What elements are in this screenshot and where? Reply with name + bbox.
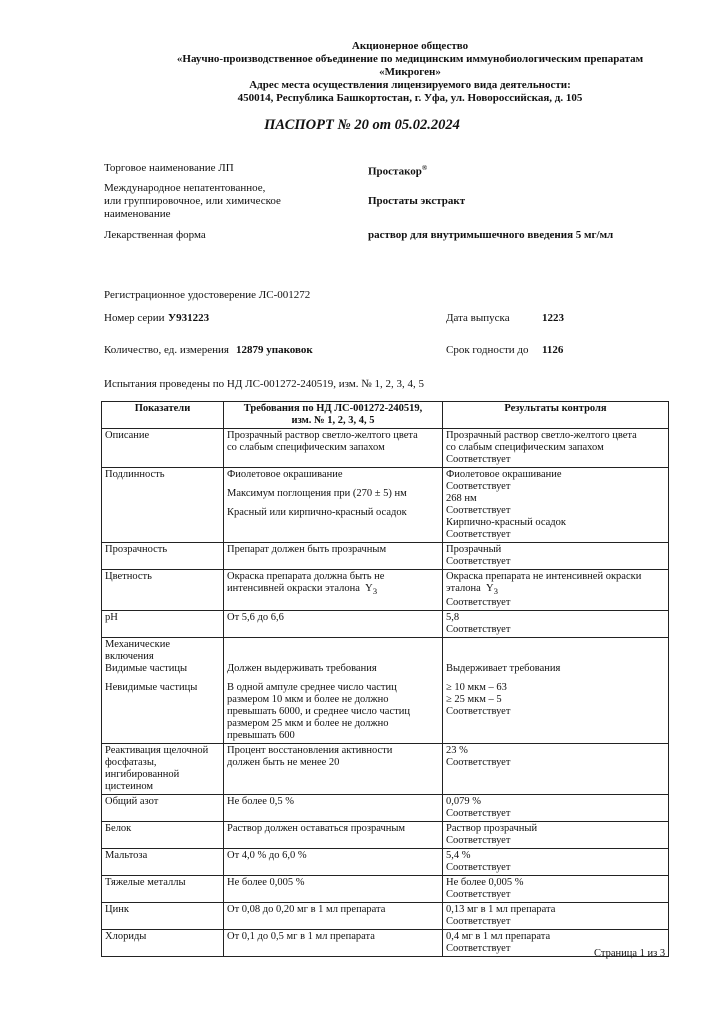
table-row xyxy=(102,930,669,957)
text-line: Прозрачный xyxy=(446,544,502,555)
text-line: Прозрачный раствор светло-желтого цвета xyxy=(227,430,418,441)
row-name: Прозрачность xyxy=(102,543,224,570)
inn-label-line: Международное непатентованное, xyxy=(104,182,266,194)
row-result xyxy=(443,611,669,638)
text-line: Процент восстановления активности xyxy=(227,745,393,757)
org-name: «Научно-производственное объединение по медицинским иммунобиологическим препаратам xyxy=(176,53,644,65)
trade-name-label: Торговое наименование ЛП xyxy=(104,162,234,174)
row-name: Описание xyxy=(102,429,224,468)
text-line: Соответствует xyxy=(446,889,511,901)
text-line: Окраска препарата не интенсивней окраски xyxy=(446,571,642,582)
table-row xyxy=(102,429,669,468)
row-result xyxy=(443,744,669,795)
text-line: 0,079 % xyxy=(446,796,481,808)
text-line: 0,13 мг в 1 мл препарата xyxy=(446,904,556,916)
text-line: Прозрачный раствор светло-желтого цвета xyxy=(446,430,637,441)
trade-name-text: Простакор xyxy=(368,165,422,178)
text-line: Соответствует xyxy=(446,916,511,928)
row-requirement: Раствор должен оставаться прозрачным xyxy=(224,822,443,849)
registration-certificate: Регистрационное удостоверение ЛС-001272 xyxy=(104,289,311,301)
text-line: Раствор прозрачный xyxy=(446,823,538,835)
table-header-row xyxy=(102,402,669,429)
text-line xyxy=(227,583,439,597)
text-line: Не более 0,005 % xyxy=(446,877,524,889)
text-line: Фиолетовое окрашивание xyxy=(227,469,343,480)
text-line: Соответствует xyxy=(446,505,511,516)
table-row xyxy=(102,744,669,795)
table-row xyxy=(102,570,669,611)
row-requirement xyxy=(224,468,443,543)
row-requirement xyxy=(224,638,443,744)
tests-note: Испытания проведены по НД ЛС-001272-240519, изм. № 1, 2, 3, 4, 5 xyxy=(104,378,425,390)
row-requirement: Не более 0,5 % xyxy=(224,795,443,822)
row-result xyxy=(443,570,669,611)
text-line: Соответствует xyxy=(446,481,511,492)
row-result xyxy=(443,429,669,468)
row-result xyxy=(443,876,669,903)
row-name: Хлориды xyxy=(102,930,224,957)
address-value: 450014, Республика Башкортостан, г. Уфа, ул. Новороссийская, д. 105 xyxy=(237,92,583,104)
text-line: Механические xyxy=(105,639,170,651)
row-result xyxy=(443,849,669,876)
table-row xyxy=(102,543,669,570)
text-line: фосфатазы, xyxy=(105,757,157,769)
text-part: эталона Y xyxy=(446,583,494,594)
text-line: Должен выдерживать требования xyxy=(227,663,377,675)
expiry-label: Срок годности до xyxy=(446,344,529,356)
table-row xyxy=(102,822,669,849)
text-line: Соответствует xyxy=(446,529,511,540)
text-line: Соответствует xyxy=(446,943,511,955)
table-row xyxy=(102,849,669,876)
row-requirement: Не более 0,005 % xyxy=(224,876,443,903)
row-name: pH xyxy=(102,611,224,638)
row-name: Тяжелые металлы xyxy=(102,876,224,903)
table-row xyxy=(102,903,669,930)
text-line: Реактивация щелочной xyxy=(105,745,209,757)
text-line: ≥ 10 мкм – 63 xyxy=(446,682,507,694)
text-line: ≥ 25 мкм – 5 xyxy=(446,694,502,706)
quantity-value: 12879 упаковок xyxy=(236,344,313,356)
row-requirement xyxy=(224,570,443,611)
address-label: Адрес места осуществления лицензируемого вида деятельности: xyxy=(249,79,571,91)
org-type: Акционерное общество xyxy=(351,40,469,52)
row-requirement: От 0,08 до 0,20 мг в 1 мл препарата xyxy=(224,903,443,930)
text-line: 5,8 xyxy=(446,612,460,624)
table-row xyxy=(102,876,669,903)
text-line: со слабым специфическим запахом xyxy=(446,442,604,453)
text-line: превышать 6000, и среднее число частиц xyxy=(227,706,410,718)
text-line: Соответствует xyxy=(446,624,511,636)
subscript: 3 xyxy=(493,586,498,597)
row-result xyxy=(443,903,669,930)
table-row xyxy=(102,611,669,638)
row-result xyxy=(443,822,669,849)
text-part: интенсивней окраски эталона Y xyxy=(227,583,373,594)
text-line: Соответствует xyxy=(446,808,511,820)
series-value: У931223 xyxy=(168,312,210,324)
table-row xyxy=(102,468,669,543)
header-indicators: Показатели xyxy=(102,402,224,429)
series-label: Номер серии xyxy=(104,312,165,324)
header-requirements-line: изм. № 1, 2, 3, 4, 5 xyxy=(291,415,375,426)
registered-mark: ® xyxy=(421,164,428,172)
inn-value: Простаты экстракт xyxy=(368,195,466,207)
header-results: Результаты контроля xyxy=(443,402,669,429)
row-name: Подлинность xyxy=(102,468,224,543)
text-line: 5,4 % xyxy=(446,850,471,862)
text-line: Видимые частицы xyxy=(105,663,188,675)
page-number: Страница 1 из 3 xyxy=(594,948,666,959)
passport-title: ПАСПОРТ № 20 от 05.02.2024 xyxy=(264,117,460,133)
text-line: Соответствует xyxy=(446,862,511,874)
inn-label-line: наименование xyxy=(104,208,171,220)
text-line: Соответствует xyxy=(446,454,511,465)
row-name xyxy=(102,744,224,795)
text-line: 0,4 мг в 1 мл препарата xyxy=(446,931,551,943)
row-name: Цинк xyxy=(102,903,224,930)
text-line: Соответствует xyxy=(446,835,511,847)
text-line: размером 10 мкм и более не должно xyxy=(227,694,389,706)
row-result xyxy=(443,795,669,822)
text-line: В одной ампуле среднее число частиц xyxy=(227,682,397,694)
text-line: Соответствует xyxy=(446,597,511,609)
text-line xyxy=(446,583,665,597)
text-line: со слабым специфическим запахом xyxy=(227,442,385,453)
row-requirement: От 0,1 до 0,5 мг в 1 мл препарата xyxy=(224,930,443,957)
form-label: Лекарственная форма xyxy=(104,229,206,241)
text-line: Окраска препарата должна быть не xyxy=(227,571,385,582)
row-requirement: От 5,6 до 6,6 xyxy=(224,611,443,638)
row-result xyxy=(443,468,669,543)
row-requirement xyxy=(224,429,443,468)
header-requirements-line: Требования по НД ЛС-001272-240519, xyxy=(243,403,423,414)
row-name xyxy=(102,638,224,744)
header-requirements xyxy=(224,402,443,429)
row-result xyxy=(443,638,669,744)
text-line: размером 25 мкм и более не должно xyxy=(227,718,389,730)
subscript: 3 xyxy=(372,586,378,597)
text-line: Красный или кирпично-красный осадок xyxy=(227,507,407,518)
org-short-name: «Микроген» xyxy=(379,66,441,78)
release-date-label: Дата выпуска xyxy=(446,312,510,324)
form-value: раствор для внутримышечного введения 5 мг/мл xyxy=(368,229,614,241)
quantity-label: Количество, ед. измерения xyxy=(104,344,229,356)
text-line: Кирпично-красный осадок xyxy=(446,517,567,528)
text-line: Выдерживает требования xyxy=(446,663,561,675)
organization-header xyxy=(100,40,720,105)
text-line: 23 % xyxy=(446,745,468,757)
text-line: Максимум поглощения при (270 ± 5) нм xyxy=(227,488,407,499)
row-requirement xyxy=(224,744,443,795)
trade-name-value xyxy=(368,162,427,179)
inn-label-line: или группировочное, или химическое xyxy=(104,195,281,207)
table-row xyxy=(102,638,669,744)
row-name: Мальтоза xyxy=(102,849,224,876)
text-line: должен быть не менее 20 xyxy=(227,757,340,769)
inn-label xyxy=(104,182,281,221)
row-result xyxy=(443,543,669,570)
control-results-table xyxy=(101,401,669,957)
text-line: превышать 600 xyxy=(227,730,295,742)
text-line: Фиолетовое окрашивание xyxy=(446,469,562,480)
row-name: Общий азот xyxy=(102,795,224,822)
text-line: Соответствует xyxy=(446,556,511,567)
text-line: 268 нм xyxy=(446,493,477,504)
text-line: цистеином xyxy=(105,781,154,793)
row-name: Белок xyxy=(102,822,224,849)
text-line: Соответствует xyxy=(446,757,511,769)
release-date-value: 1223 xyxy=(542,312,564,324)
row-name: Цветность xyxy=(102,570,224,611)
row-requirement: От 4,0 % до 6,0 % xyxy=(224,849,443,876)
expiry-value: 1126 xyxy=(542,344,564,356)
text-line: ингибированной xyxy=(105,769,180,781)
text-line: Соответствует xyxy=(446,706,511,718)
row-requirement: Препарат должен быть прозрачным xyxy=(224,543,443,570)
text-line: Невидимые частицы xyxy=(105,682,198,694)
table-row xyxy=(102,795,669,822)
text-line: включения xyxy=(105,651,154,663)
